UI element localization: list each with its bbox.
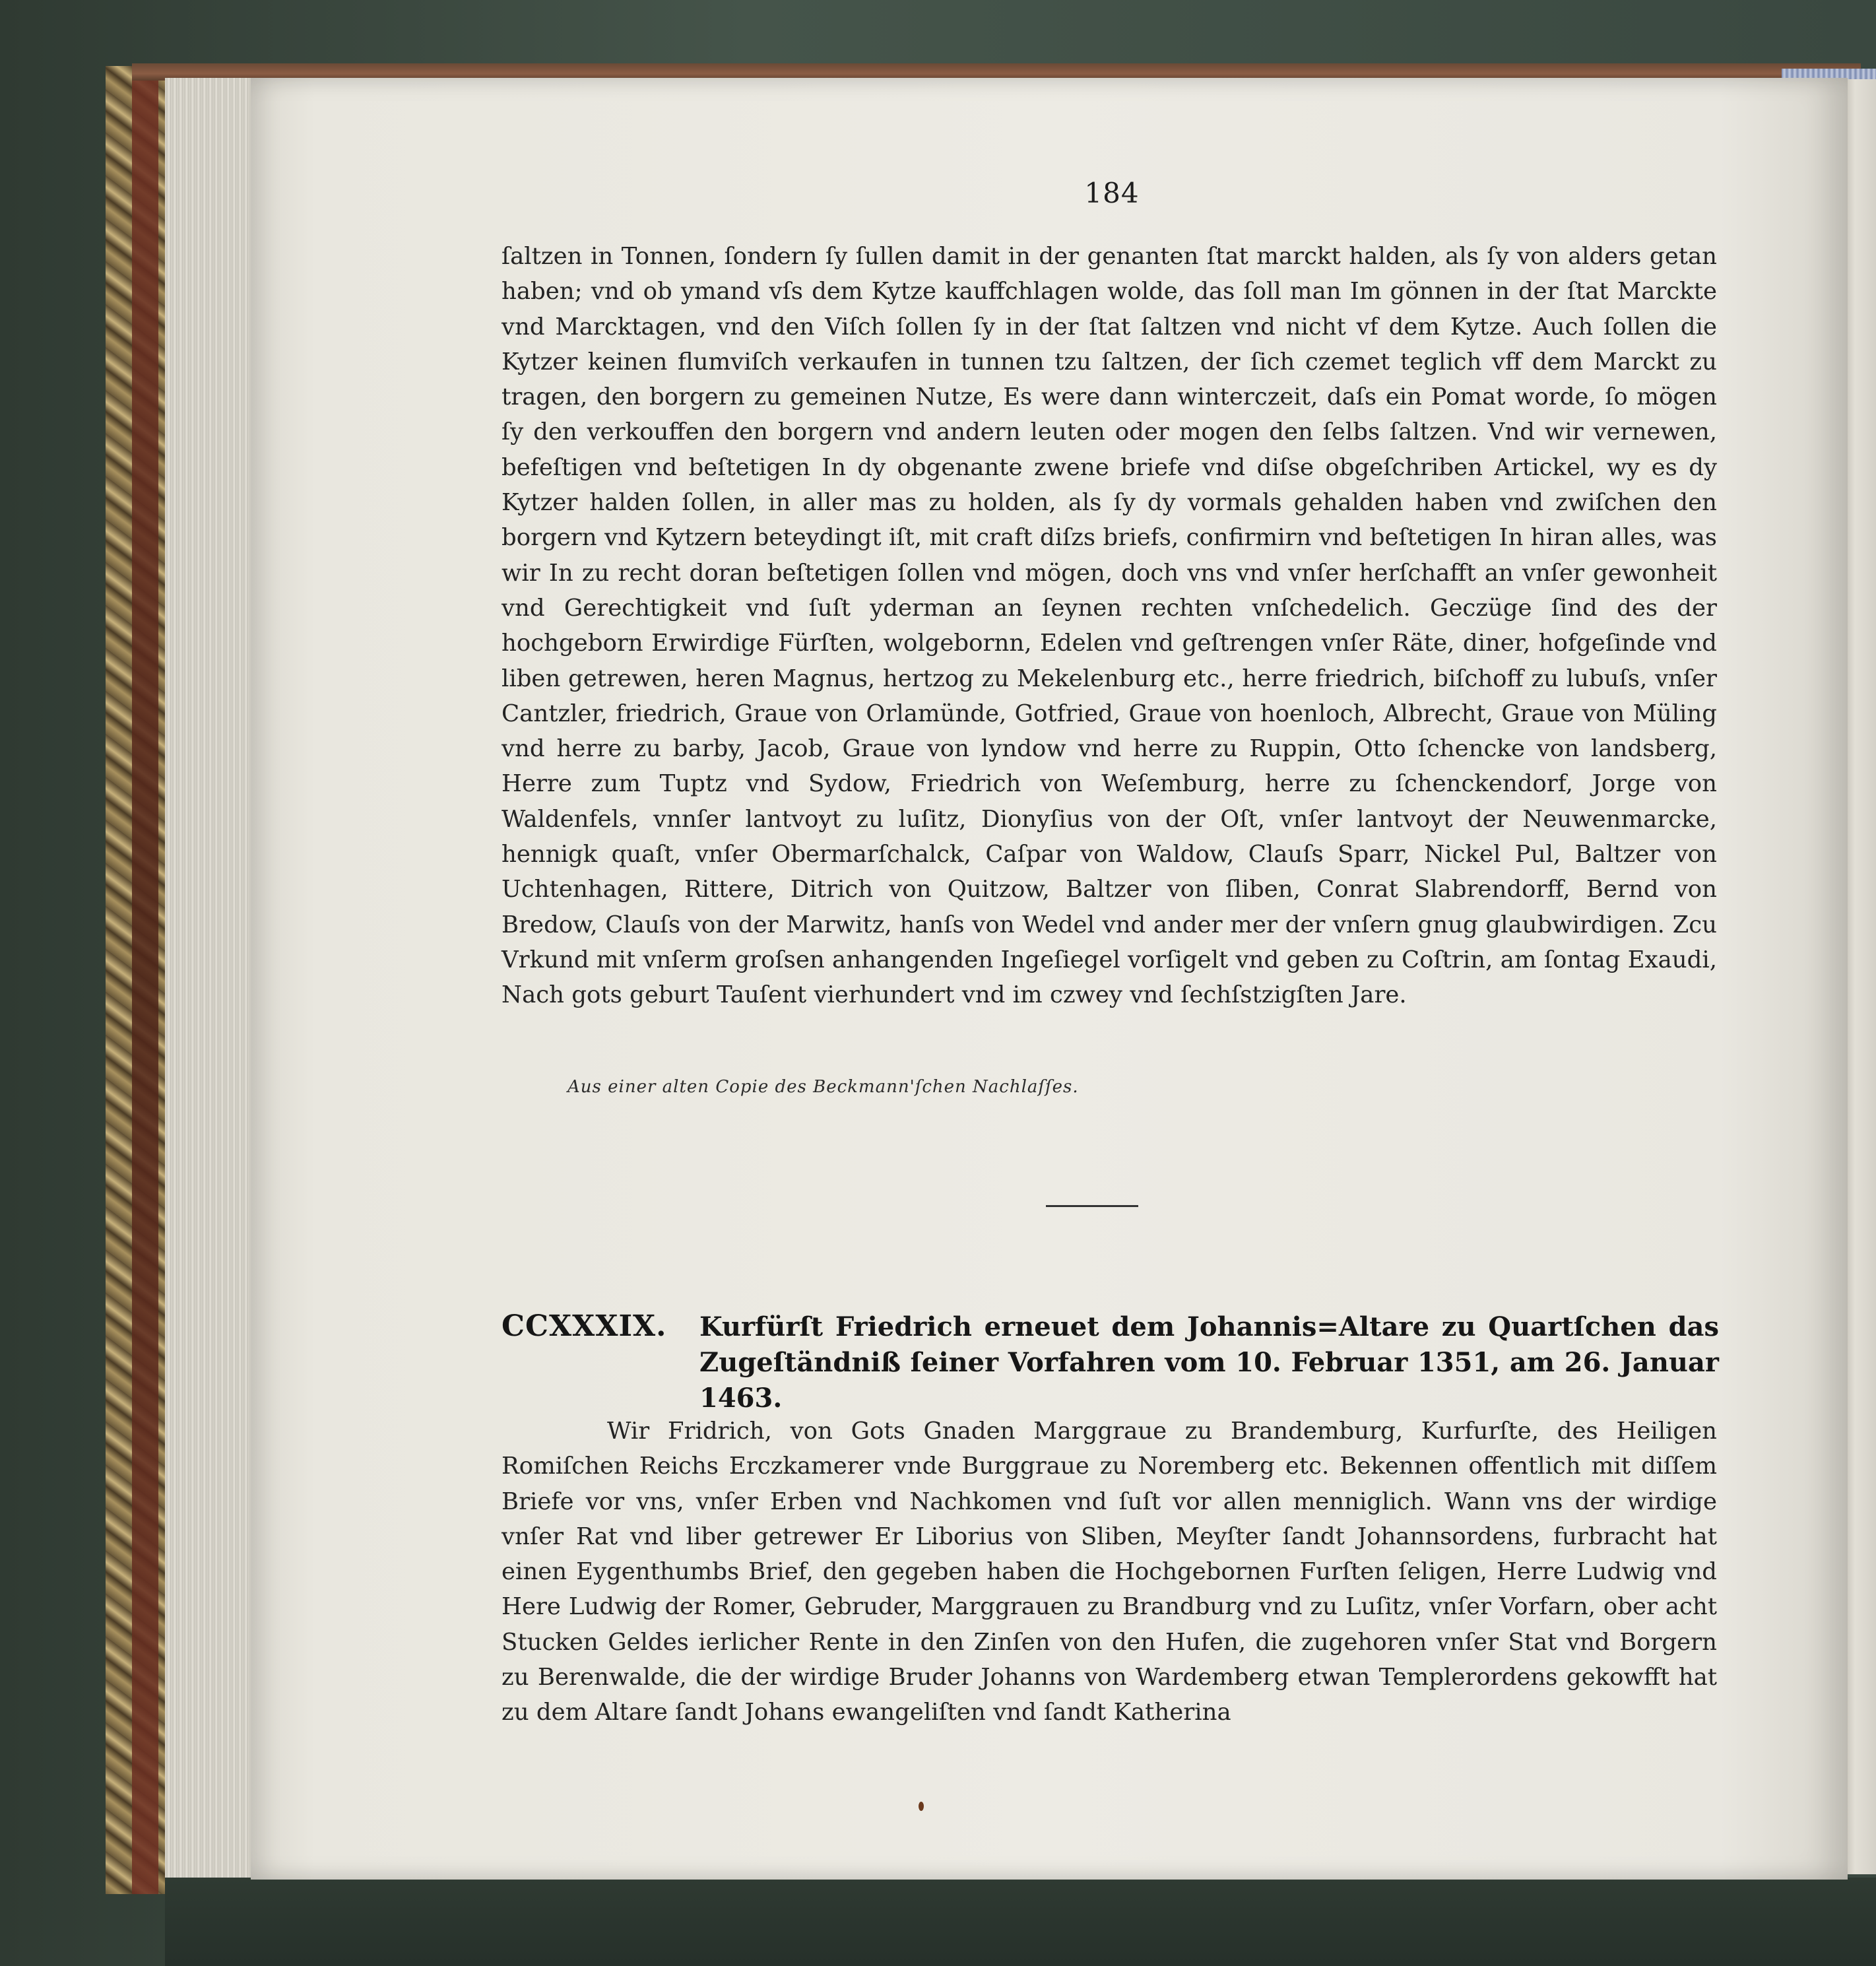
book-spine-leather (132, 66, 158, 1894)
page-number: 184 (1084, 177, 1140, 209)
scan-bottom-margin (165, 1878, 1876, 1966)
section-divider (1046, 1205, 1138, 1207)
section-body-paragraph: Wir Fridrich, von Gots Gnaden Marggraue zu Brandemburg, Kurfurſte, des Heiligen Romiſchen Reichs Erczkamerer vnde Burggraue zu Noremberg etc. Bekennen offentlich mit diſſem Briefe vor vns, vnſer Erben vnd Nachkomen vnd ſuſt vor allen menniglich. Wann vns der wirdige vnſer Rat vnd liber getrewer Er Liborius von Sliben, Meyſter ſandt Johannsordens, furbracht hat einen Eygenthumbs Brief, den gegeben haben die Hochgebornen Furſten ſeligen, Herre Ludwig vnd Here Ludwig der Romer, Gebruder, Marggrauen zu Brandburg vnd zu Luſitz, vnſer Vorfarn, ober acht Stucken Geldes ierlicher Rente in den Zinſen von den Hufen, die zugehoren vnſer Stat vnd Borgern zu Berenwalde, die der wirdige Bruder Johanns von Wardemberg etwan Templerordens gekowfft hat zu dem Altare ſandt Johans ewangeliſten vnd ſandt Katherina (501, 1418, 1717, 1726)
charter-continuation-text (501, 239, 1717, 1013)
section-title: Kurfürſt Friedrich erneuet dem Johannis=Altare zu Quartſchen das Zugeſtändniß ſeiner Vorfahren vom 10. Februar 1351, am 26. Januar 1463. (699, 1311, 1719, 1414)
ink-spot (919, 1802, 924, 1811)
stacked-page-edges (165, 78, 264, 1880)
section-number: CCXXXIX. (501, 1309, 667, 1343)
section-body-text (501, 1414, 1717, 1730)
charter-continuation-paragraph: ſaltzen in Tonnen, ſondern ſy ſullen damit in der genanten ſtat marckt halden, als ſy von alders getan haben; vnd ob ymand vſs dem Kytze kauffchlagen wolde, das ſoll man Im gönnen in der ſtat Marckte vnd Marcktagen, vnd den Viſch ſollen ſy in der ſtat ſaltzen vnd nicht vf dem Kytze. Auch ſollen die Kytzer keinen flumviſch verkaufen in tunnen tzu ſaltzen, der ſich czemet teglich vff dem Marckt zu tragen, den borgern zu gemeinen Nutze, Es were dann winterczeit, daſs ein Pomat worde, ſo mögen ſy den verkouffen den borgern vnd andern leuten oder mogen den ſelbs ſaltzen. Vnd wir vernewen, befeſtigen vnd beſtetigen In dy obgenante zwene briefe vnd diſse obgeſchriben Artickel, wy es dy Kytzer halden ſollen, in aller mas zu holden, als ſy dy vormals gehalden haben vnd zwiſchen den borgern vnd Kytzern beteydingt iſt, mit craft diſzs briefs, confirmirn vnd beſtetigen In hiran alles, was wir In zu recht doran beſtetigen ſollen vnd mögen, doch vns vnd vnſer herſchafft an vnſer gewonheit vnd Gerechtigkeit vnd ſuſt yderman an ſeynen rechten vnſchedelich. Geczüge ſind des der hochgeborn Erwirdige Fürſten, wolgebornn, Edelen vnd geſtrengen vnſer Räte, diner, hofgeſinde vnd liben getrewen, heren Magnus, hertzog zu Mekelenburg etc., herre friedrich, biſchoff zu lubuſs, vnſer Cantzler, friedrich, Graue von Orlamünde, Gotfried, Graue von hoenloch, Albrecht, Graue von Müling vnd herre zu barby, Jacob, Graue von lyndow vnd herre zu Ruppin, Otto ſchencke von landsberg, Herre zum Tuptz vnd Sydow, Friedrich von Weſemburg, herre zu ſchenckendorf, Jorge von Waldenfels, vnnſer lantvoyt zu luſitz, Dionyſius von der Oſt, vnſer lantvoyt der Neuwenmarcke, hennigk quaſt, vnſer Obermarſchalck, Caſpar von Waldow, Clauſs Sparr, Nickel Pul, Baltzer von Uchtenhagen, Rittere, Ditrich von Quitzow, Baltzer von ſliben, Conrat Slabrendorff, Bernd von Bredow, Clauſs von der Marwitz, hanſs von Wedel vnd ander mer der vnſern gnug glaubwirdigen. Zcu Vrkund mit vnſerm groſsen anhangenden Ingeſiegel vorſigelt vnd geben zu Coſtrin, am ſontag Exaudi, Nach gots geburt Tauſent vierhundert vnd im czwey vnd ſechſstzigſten Jare. (501, 243, 1717, 1009)
source-note: Aus einer alten Copie des Beckmann'ſchen Nachlaſſes. (567, 1077, 1079, 1097)
